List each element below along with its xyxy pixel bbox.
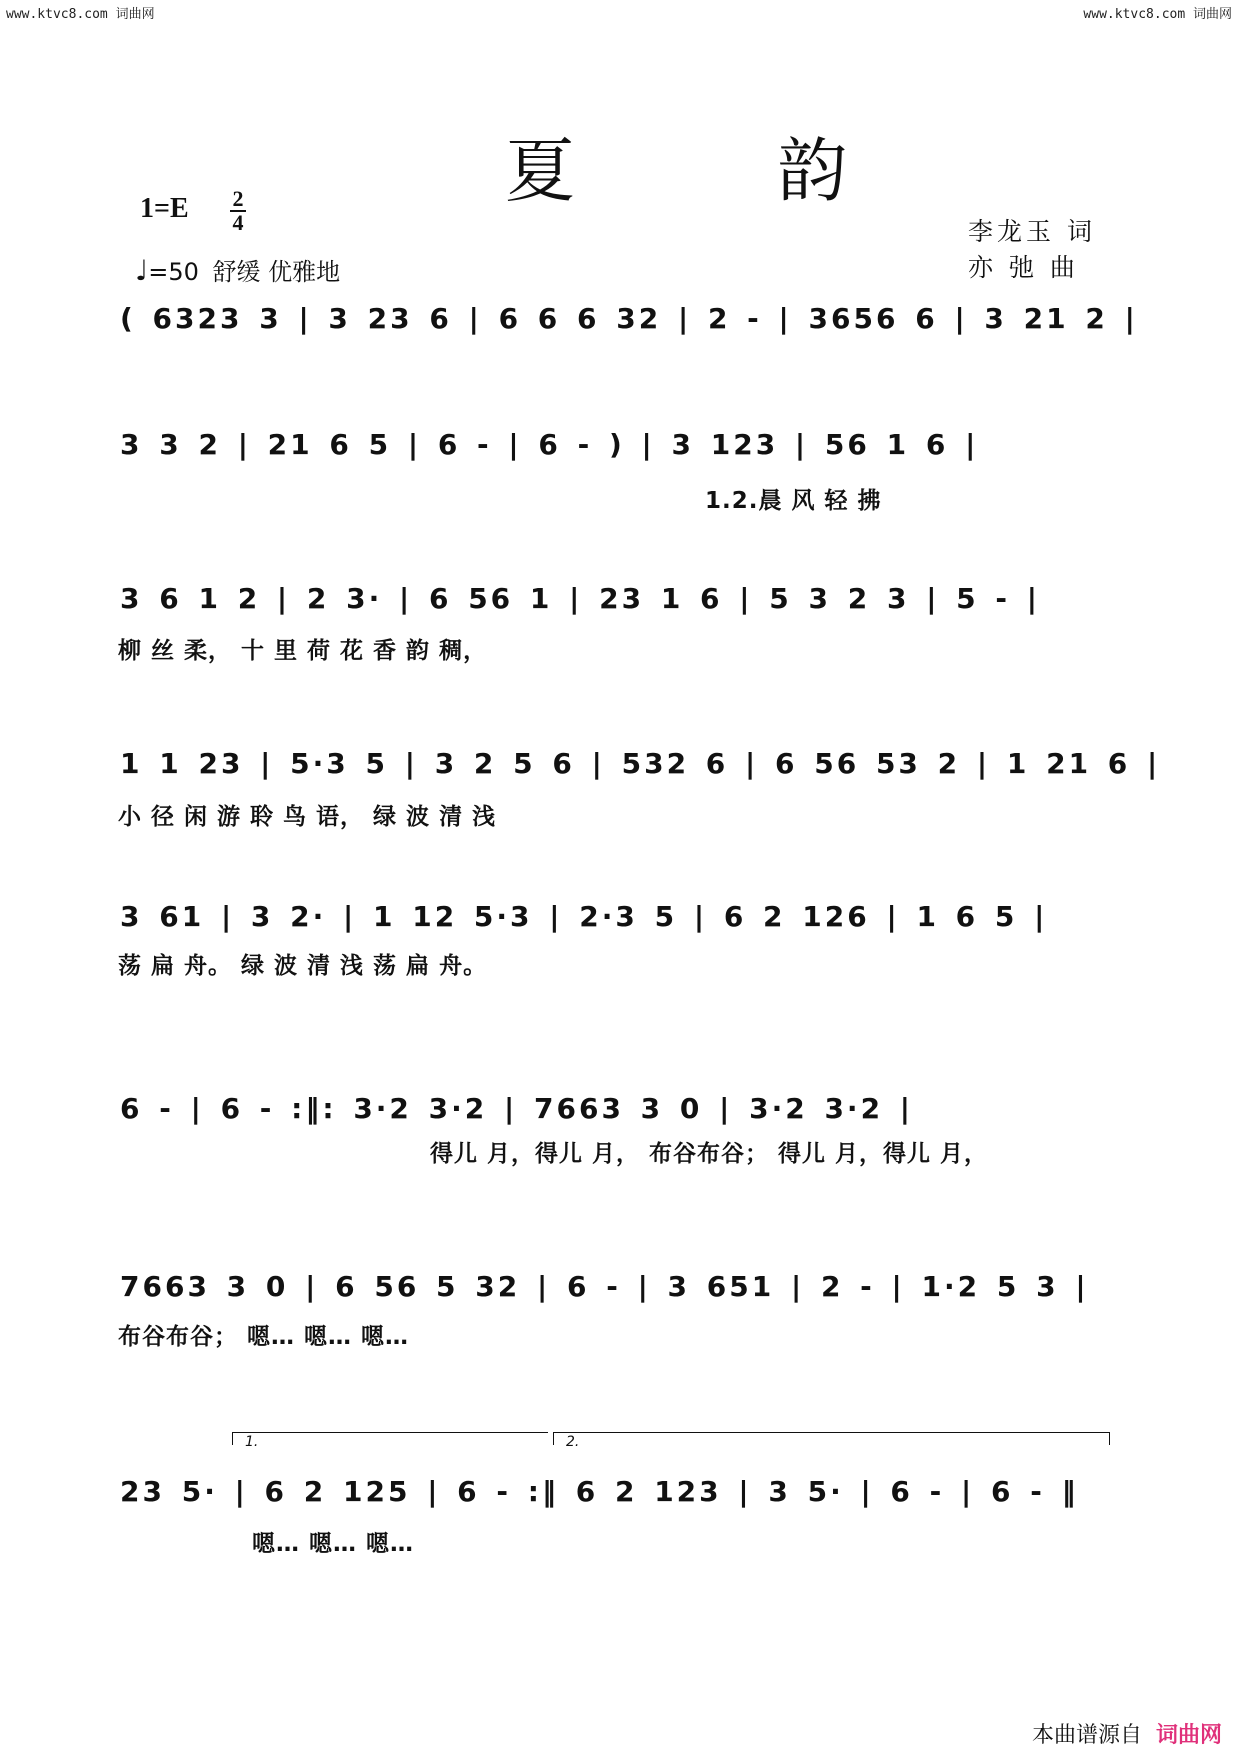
quarter-note-icon: ♩ (135, 254, 149, 287)
system-1-notes: ( 6323 3 | 3 23 6 | 6 6 6 32 | 2 - | 3656 6 | 3 21 2 | (120, 302, 1138, 335)
time-signature (230, 188, 246, 234)
watermark-top-left: www.ktvc8.com 词曲网 (6, 7, 155, 22)
time-denominator: 4 (232, 210, 244, 235)
system-2-notes: 3 3 2 | 21 6 5 | 6 - | 6 - ) | 3 123 | 56 1 6 | (120, 428, 979, 461)
system-3-lyrics: 柳 丝 柔， 十 里 荷 花 香 韵 稠， (118, 638, 488, 664)
source-label: 本曲谱源自 (1031, 1723, 1142, 1748)
system-7-lyrics: 布谷布谷； 嗯… 嗯… 嗯… (118, 1324, 410, 1350)
system-4-notes: 1 1 23 | 5·3 5 | 3 2 5 6 | 532 6 | 6 56 53 2 | 1 21 6 | (120, 747, 1161, 780)
second-ending-bracket (553, 1432, 1110, 1450)
brand-logo-text: 词曲网 (1155, 1723, 1222, 1748)
first-ending-bracket (232, 1432, 548, 1450)
second-ending-label: 2. (566, 1434, 580, 1450)
lyricist: 李龙玉 词 (968, 217, 1096, 246)
system-7-notes: 7663 3 0 | 6 56 5 32 | 6 - | 3 651 | 2 - | 1·2 5 3 | (120, 1270, 1089, 1303)
time-numerator: 2 (232, 186, 244, 211)
system-5-notes: 3 61 | 3 2· | 1 12 5·3 | 2·3 5 | 6 2 126 | 1 6 5 | (120, 900, 1048, 933)
tempo-value: =50 (148, 258, 199, 286)
song-title: 夏 韵 (505, 130, 938, 212)
watermark-top-right: www.ktvc8.com 词曲网 (1083, 7, 1232, 22)
system-6-notes: 6 - | 6 - :‖: 3·2 3·2 | 7663 3 0 | 3·2 3·2 | (120, 1092, 914, 1125)
key-signature: 1=E (140, 193, 189, 224)
source-footer (1032, 1718, 1222, 1749)
system-4-lyrics: 小 径 闲 游 聆 鸟 语， 绿 波 清 浅 (118, 804, 497, 830)
system-3-notes: 3 6 1 2 | 2 3· | 6 56 1 | 23 1 6 | 5 3 2 3 | 5 - | (120, 582, 1040, 615)
first-ending-label: 1. (245, 1434, 259, 1450)
system-2-lyrics: 1.2.晨 风 轻 拂 (705, 488, 882, 514)
system-5-lyrics: 荡 扁 舟。 绿 波 清 浅 荡 扁 舟。 (118, 953, 488, 979)
system-6-lyrics: 得儿 月，得儿 月， 布谷布谷； 得儿 月，得儿 月， (430, 1141, 989, 1167)
tempo (135, 252, 340, 287)
system-8-lyrics: 嗯… 嗯… 嗯… (252, 1531, 415, 1557)
system-8-notes: 23 5· | 6 2 125 | 6 - :‖ 6 2 123 | 3 5· | 6 - | 6 - ‖ (120, 1475, 1079, 1508)
tempo-marking: 舒缓 优雅地 (212, 258, 341, 286)
composer: 亦 弛 曲 (968, 253, 1079, 282)
